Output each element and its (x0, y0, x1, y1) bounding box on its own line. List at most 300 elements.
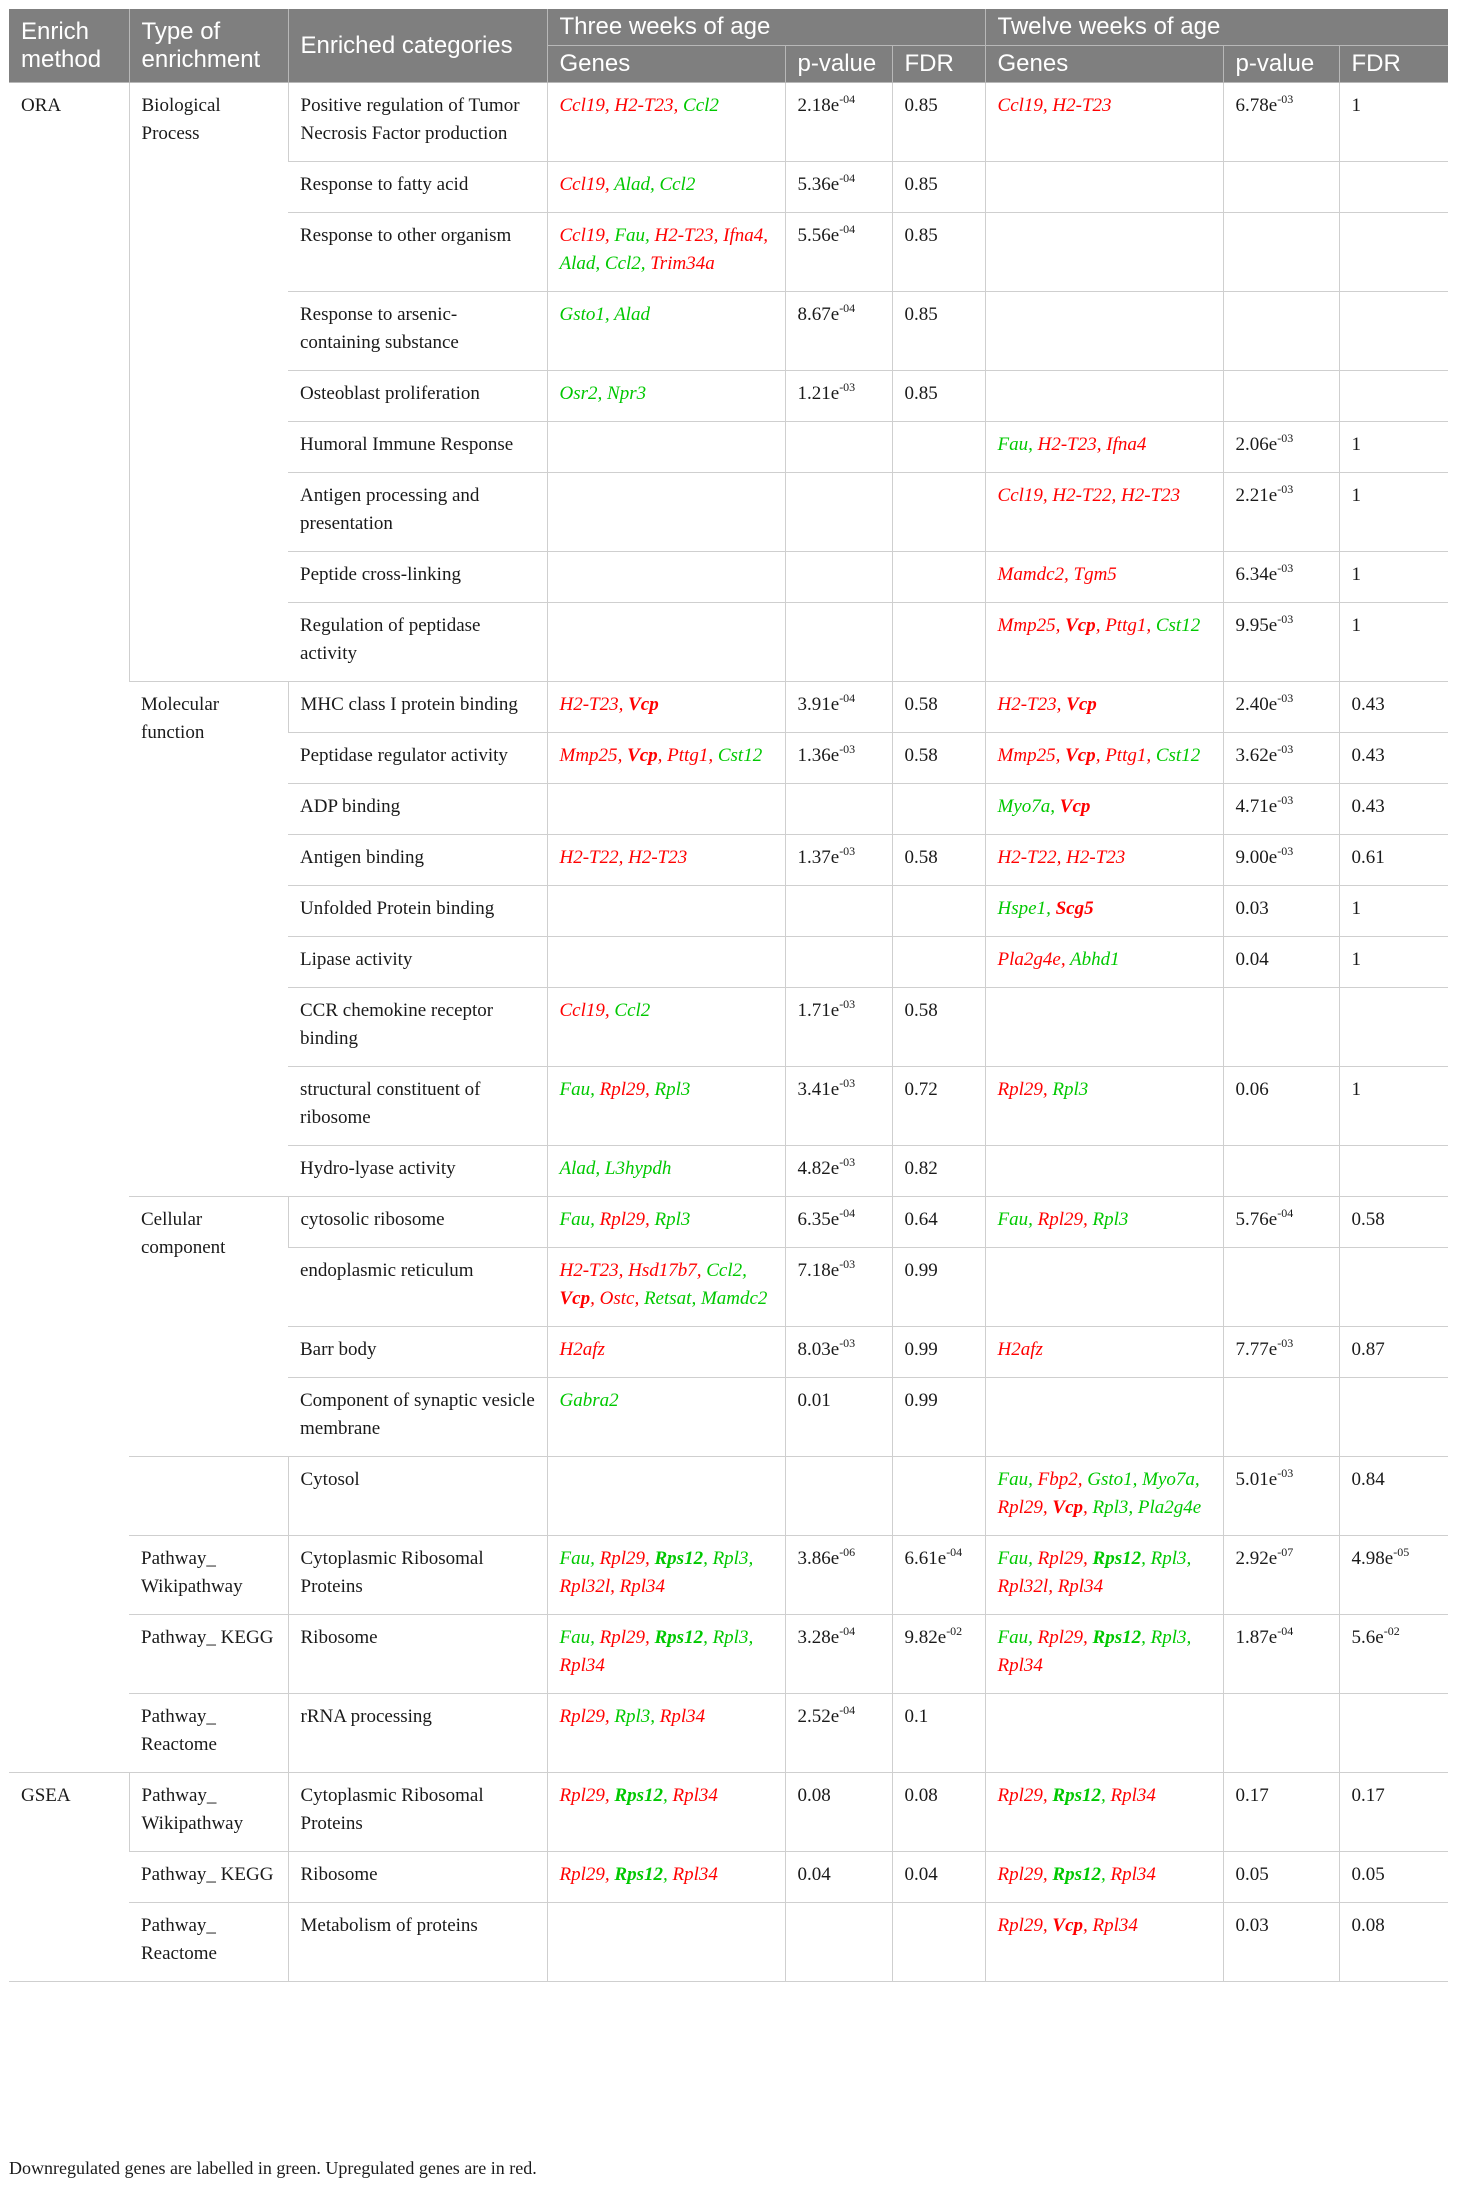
fdr-value: 0.61 (1351, 847, 1385, 868)
fdr-cell-w3 (892, 1903, 985, 1982)
gene-name: Rpl3 (1092, 1497, 1129, 1518)
genes-cell-w3 (547, 603, 785, 682)
fdr-value: 1 (1351, 615, 1362, 636)
genes-cell-w12: Rpl29, Vcp, Rpl34 (985, 1903, 1223, 1982)
fdr-cell-w12 (1339, 603, 1448, 682)
pvalue-mantissa: 5.76e (1235, 1209, 1278, 1230)
pvalue-cell-w3 (785, 1852, 892, 1903)
enriched-category-cell: Cytoplasmic Ribosomal Proteins (288, 1536, 547, 1615)
pvalue-exponent: -03 (839, 742, 856, 756)
fdr-cell-w12 (1339, 552, 1448, 603)
enriched-category-cell: Positive regulation of Tumor Necrosis Factor production (288, 83, 547, 162)
genes-cell-w3 (547, 1327, 785, 1378)
genes-cell-w3: Fau, Rpl29, Rpl3 (547, 1197, 785, 1248)
fdr-value: 0.64 (904, 1209, 938, 1230)
fdr-value: 0.82 (904, 1158, 938, 1179)
pvalue-mantissa: 9.95e (1235, 615, 1278, 636)
pvalue-mantissa: 3.91e (797, 694, 840, 715)
gene-name: Rps12 (654, 1548, 704, 1569)
gene-name: H2afz (997, 1339, 1043, 1360)
gene-name: Ccl19 (997, 95, 1043, 116)
pvalue-cell-w3 (785, 1146, 892, 1197)
pvalue-cell-w12 (1223, 371, 1339, 422)
pvalue-cell-w3 (785, 682, 892, 733)
gene-name: L3hypdh (604, 1158, 672, 1179)
pvalue-cell-w12 (1223, 162, 1339, 213)
table-header (9, 9, 1448, 83)
gene-name: Rpl3 (1052, 1079, 1089, 1100)
pvalue-cell-w12 (1223, 784, 1339, 835)
fdr-cell-w12 (1339, 733, 1448, 784)
gene-name: Ccl19 (559, 1000, 605, 1021)
fdr-cell-w3 (892, 784, 985, 835)
enriched-category-cell: MHC class I protein binding (288, 682, 547, 733)
gene-name: H2-T22 (997, 847, 1057, 868)
genes-cell-w3: Alad, L3hypdh (547, 1146, 785, 1197)
fdr-value: 0.58 (904, 1000, 938, 1021)
fdr-value: 0.99 (904, 1260, 938, 1281)
gene-name: Ostc (599, 1288, 635, 1309)
pvalue-mantissa: 0.03 (1235, 1915, 1269, 1936)
pvalue-cell-w3 (785, 1615, 892, 1694)
fdr-cell-w12 (1339, 886, 1448, 937)
gene-name: Npr3 (607, 383, 647, 404)
fdr-cell-w3 (892, 473, 985, 552)
gene-name: Rpl29 (997, 1915, 1043, 1936)
fdr-value: 1 (1351, 949, 1362, 970)
gene-name: Rpl29 (997, 1079, 1043, 1100)
fdr-value: 0.43 (1351, 796, 1385, 817)
fdr-cell-w3 (892, 213, 985, 292)
pvalue-exponent: -04 (839, 301, 856, 315)
gene-name: Rpl3 (614, 1706, 651, 1727)
fdr-cell-w12 (1339, 371, 1448, 422)
pvalue-mantissa: 2.40e (1235, 694, 1278, 715)
fdr-value: 0.87 (1351, 1339, 1385, 1360)
table-row (9, 1852, 1448, 1903)
fdr-cell-w12 (1339, 213, 1448, 292)
gene-name: Vcp (1065, 615, 1096, 636)
header-enrich-method: Enrich method (9, 9, 129, 83)
enriched-category-cell: ADP binding (288, 784, 547, 835)
fdr-value: 0.04 (904, 1864, 938, 1885)
pvalue-mantissa: 2.21e (1235, 485, 1278, 506)
gene-name: Gsto1 (559, 304, 605, 325)
fdr-cell-w3 (892, 83, 985, 162)
header-genes-3w: Genes (547, 46, 785, 83)
pvalue-exponent: -03 (839, 997, 856, 1011)
pvalue-cell-w3 (785, 784, 892, 835)
genes-cell-w12: Ccl19, H2-T22, H2-T23 (985, 473, 1223, 552)
gene-name: Osr2 (559, 383, 598, 404)
genes-cell-w12: H2-T22, H2-T23 (985, 835, 1223, 886)
genes-cell-w3: Mmp25, Vcp, Pttg1, Cst12 (547, 733, 785, 784)
gene-name: H2-T22 (1052, 485, 1112, 506)
gene-name: Mmp25 (559, 745, 618, 766)
genes-cell-w3 (547, 1457, 785, 1536)
genes-cell-w3: Fau, Rpl29, Rps12, Rpl3, Rpl32l, Rpl34 (547, 1536, 785, 1615)
pvalue-mantissa: 1.87e (1235, 1627, 1278, 1648)
gene-name: Alad (559, 253, 596, 274)
fdr-cell-w3 (892, 1378, 985, 1457)
pvalue-exponent: -03 (1277, 561, 1294, 575)
pvalue-exponent: -03 (1277, 742, 1294, 756)
header-twelve-weeks: Twelve weeks of age (985, 9, 1448, 46)
enriched-category-cell: Ribosome (288, 1852, 547, 1903)
header-enriched-categories: Enriched categories (288, 9, 547, 83)
genes-cell-w12: Myo7a, Vcp (985, 784, 1223, 835)
fdr-value: 9.82e (904, 1627, 947, 1648)
gene-name: Vcp (559, 1288, 591, 1309)
fdr-cell-w12 (1339, 1773, 1448, 1852)
enriched-category-cell: Response to other organism (288, 213, 547, 292)
enrichment-type-cell: Pathway_ Reactome (129, 1694, 288, 1773)
gene-name: Ccl2 (604, 253, 641, 274)
enrichment-type-cell: Cellular component (129, 1197, 288, 1457)
gene-name: Pttg1 (667, 745, 709, 766)
fdr-cell-w3 (892, 886, 985, 937)
fdr-value: 5.6e (1351, 1627, 1384, 1648)
fdr-cell-w3 (892, 1146, 985, 1197)
fdr-value: 1 (1351, 564, 1362, 585)
enriched-category-cell: Antigen binding (288, 835, 547, 886)
pvalue-exponent: -04 (839, 171, 856, 185)
enrichment-type-cell: Pathway_ Reactome (129, 1903, 288, 1982)
fdr-cell-w3 (892, 1773, 985, 1852)
pvalue-mantissa: 3.28e (797, 1627, 840, 1648)
gene-name: Tgm5 (1073, 564, 1117, 585)
gene-name: Ccl2 (683, 95, 719, 116)
gene-name: Rpl3 (654, 1209, 691, 1230)
fdr-cell-w3 (892, 371, 985, 422)
gene-name: Fau (997, 1469, 1029, 1490)
enriched-category-cell: CCR chemokine receptor binding (288, 988, 547, 1067)
gene-name: H2-T23 (614, 95, 674, 116)
pvalue-cell-w3 (785, 422, 892, 473)
genes-cell-w12: Fau, H2-T23, Ifna4 (985, 422, 1223, 473)
gene-name: Rpl34 (1057, 1576, 1104, 1597)
gene-name: H2-T23 (654, 225, 714, 246)
genes-cell-w12 (985, 371, 1223, 422)
pvalue-cell-w3 (785, 1378, 892, 1457)
pvalue-cell-w3 (785, 988, 892, 1067)
gene-name: Rpl34 (659, 1706, 706, 1727)
genes-cell-w12 (985, 1248, 1223, 1327)
genes-cell-w3: Rpl29, Rps12, Rpl34 (547, 1773, 785, 1852)
enriched-category-cell: Peptide cross-linking (288, 552, 547, 603)
gene-name: Rpl29 (559, 1864, 605, 1885)
gene-name: H2-T23 (628, 847, 688, 868)
pvalue-mantissa: 4.82e (797, 1158, 840, 1179)
fdr-value: 0.08 (1351, 1915, 1385, 1936)
gene-name: Rpl34 (672, 1785, 718, 1806)
header-fdr-3w: FDR (892, 46, 985, 83)
gene-name: Alad (559, 1158, 596, 1179)
pvalue-mantissa: 1.71e (797, 1000, 840, 1021)
genes-cell-w12: Rpl29, Rpl3 (985, 1067, 1223, 1146)
gene-name: Rpl29 (599, 1548, 645, 1569)
gene-name: H2-T23 (997, 694, 1057, 715)
fdr-cell-w3 (892, 1615, 985, 1694)
pvalue-mantissa: 5.01e (1235, 1469, 1278, 1490)
pvalue-mantissa: 5.36e (797, 174, 840, 195)
pvalue-cell-w3 (785, 552, 892, 603)
gene-name: Myo7a (997, 796, 1051, 817)
pvalue-cell-w12 (1223, 682, 1339, 733)
fdr-cell-w12 (1339, 835, 1448, 886)
pvalue-mantissa: 2.06e (1235, 434, 1278, 455)
gene-name: Rpl29 (599, 1079, 645, 1100)
fdr-value: 0.85 (904, 95, 938, 116)
pvalue-mantissa: 1.36e (797, 745, 840, 766)
table-row (9, 1457, 1448, 1536)
pvalue-cell-w3 (785, 603, 892, 682)
fdr-cell-w3 (892, 1327, 985, 1378)
gene-name: Fau (997, 1627, 1029, 1648)
gene-name: Retsat (643, 1288, 692, 1309)
enriched-category-cell: structural constituent of ribosome (288, 1067, 547, 1146)
pvalue-mantissa: 0.06 (1235, 1079, 1269, 1100)
pvalue-cell-w12 (1223, 1146, 1339, 1197)
pvalue-mantissa: 2.52e (797, 1706, 840, 1727)
fdr-cell-w3 (892, 552, 985, 603)
fdr-cell-w12 (1339, 1852, 1448, 1903)
genes-cell-w12: H2-T23, Vcp (985, 682, 1223, 733)
pvalue-cell-w12 (1223, 1615, 1339, 1694)
pvalue-cell-w3 (785, 937, 892, 988)
fdr-value: 6.61e (904, 1548, 947, 1569)
fdr-cell-w12 (1339, 1615, 1448, 1694)
fdr-value: 0.58 (904, 847, 938, 868)
gene-name: Rpl3 (1092, 1209, 1129, 1230)
gene-name: Fau (614, 225, 645, 246)
pvalue-cell-w3 (785, 213, 892, 292)
pvalue-cell-w3 (785, 1694, 892, 1773)
table-row (9, 1536, 1448, 1615)
gene-name: Mamdc2 (997, 564, 1064, 585)
pvalue-mantissa: 0.17 (1235, 1785, 1269, 1806)
gene-name: Fau (559, 1209, 591, 1230)
header-three-weeks: Three weeks of age (547, 9, 985, 46)
pvalue-exponent: -03 (1277, 92, 1294, 106)
enriched-category-cell: Response to arsenic-containing substance (288, 292, 547, 371)
fdr-cell-w3 (892, 733, 985, 784)
genes-cell-w12 (985, 213, 1223, 292)
pvalue-mantissa: 3.41e (797, 1079, 840, 1100)
gene-name: Rpl3 (712, 1627, 749, 1648)
pvalue-mantissa: 2.18e (797, 95, 840, 116)
gene-name: Ifna4 (1106, 434, 1147, 455)
pvalue-exponent: -06 (839, 1545, 856, 1559)
pvalue-exponent: -03 (839, 844, 856, 858)
pvalue-exponent: -03 (1277, 844, 1294, 858)
pvalue-cell-w12 (1223, 1248, 1339, 1327)
table-row (9, 1615, 1448, 1694)
genes-cell-w12: Mamdc2, Tgm5 (985, 552, 1223, 603)
pvalue-cell-w12 (1223, 422, 1339, 473)
fdr-cell-w12 (1339, 1197, 1448, 1248)
pvalue-cell-w3 (785, 886, 892, 937)
pvalue-mantissa: 4.71e (1235, 796, 1278, 817)
gene-name: Rpl3 (1150, 1627, 1187, 1648)
fdr-cell-w12 (1339, 1378, 1448, 1457)
gene-name: H2-T23 (559, 694, 619, 715)
gene-name: Rpl34 (559, 1655, 605, 1676)
fdr-value: 1 (1351, 1079, 1362, 1100)
fdr-value: 1 (1351, 898, 1362, 919)
genes-cell-w12 (985, 292, 1223, 371)
gene-name: Myo7a (1142, 1469, 1195, 1490)
fdr-cell-w12 (1339, 1146, 1448, 1197)
gene-name: Fau (559, 1079, 591, 1100)
enriched-category-cell: Cytoplasmic Ribosomal Proteins (288, 1773, 547, 1852)
enriched-category-cell: Osteoblast proliferation (288, 371, 547, 422)
genes-cell-w3 (547, 1903, 785, 1982)
genes-cell-w12: Rpl29, Rps12, Rpl34 (985, 1773, 1223, 1852)
pvalue-mantissa: 0.08 (797, 1785, 831, 1806)
fdr-cell-w12 (1339, 292, 1448, 371)
gene-name: Rps12 (1052, 1864, 1101, 1885)
gene-name: Pla2g4e (1137, 1497, 1202, 1518)
gene-name: Vcp (1052, 1497, 1084, 1518)
genes-cell-w12: Rpl29, Rps12, Rpl34 (985, 1852, 1223, 1903)
pvalue-mantissa: 1.37e (797, 847, 840, 868)
enrichment-type-cell: Pathway_ KEGG (129, 1615, 288, 1694)
pvalue-cell-w12 (1223, 552, 1339, 603)
genes-cell-w12: Fau, Rpl29, Rps12, Rpl3, Rpl32l, Rpl34 (985, 1536, 1223, 1615)
header-pvalue-3w: p-value (785, 46, 892, 83)
pvalue-exponent: -03 (839, 380, 856, 394)
genes-cell-w3 (547, 473, 785, 552)
pvalue-cell-w12 (1223, 1067, 1339, 1146)
pvalue-cell-w12 (1223, 1197, 1339, 1248)
genes-cell-w12: Fau, Fbp2, Gsto1, Myo7a, Rpl29, Vcp, Rpl3, Pla2g4e (985, 1457, 1223, 1536)
table-row (9, 1694, 1448, 1773)
gene-name: Vcp (1059, 796, 1091, 817)
enriched-category-cell: Cytosol (288, 1457, 547, 1536)
gene-name: Ifna4 (723, 225, 764, 246)
fdr-cell-w3 (892, 1067, 985, 1146)
pvalue-mantissa: 1.21e (797, 383, 840, 404)
genes-cell-w3 (547, 552, 785, 603)
genes-cell-w12 (985, 988, 1223, 1067)
pvalue-mantissa: 8.67e (797, 304, 840, 325)
enrichment-type-cell: Pathway_ Wikipathway (129, 1536, 288, 1615)
gene-name: Vcp (1066, 694, 1097, 715)
gene-name: Gabra2 (559, 1390, 619, 1411)
gene-name: Rpl32l (997, 1576, 1049, 1597)
gene-name: Rpl34 (1092, 1915, 1138, 1936)
enriched-category-cell: Barr body (288, 1327, 547, 1378)
pvalue-cell-w12 (1223, 835, 1339, 886)
fdr-cell-w3 (892, 1248, 985, 1327)
gene-name: Rpl29 (599, 1627, 645, 1648)
table-row (9, 682, 1448, 733)
fdr-cell-w12 (1339, 1067, 1448, 1146)
gene-name: Rpl34 (619, 1576, 666, 1597)
gene-name: Vcp (628, 694, 659, 715)
pvalue-cell-w3 (785, 1903, 892, 1982)
gene-name: Rps12 (1092, 1627, 1142, 1648)
enriched-category-cell: Component of synaptic vesicle membrane (288, 1378, 547, 1457)
gene-name: Pttg1 (1105, 745, 1147, 766)
fdr-value: 0.43 (1351, 745, 1385, 766)
fdr-value: 0.58 (904, 694, 938, 715)
enrichment-type-cell: Pathway_ KEGG (129, 1852, 288, 1903)
pvalue-cell-w12 (1223, 1378, 1339, 1457)
gene-name: Fau (559, 1627, 591, 1648)
pvalue-cell-w3 (785, 292, 892, 371)
fdr-exponent: -02 (946, 1624, 963, 1638)
genes-cell-w3: H2-T22, H2-T23 (547, 835, 785, 886)
gene-name: Rpl29 (1037, 1209, 1084, 1230)
gene-name: Rpl29 (559, 1785, 605, 1806)
genes-cell-w3: Ccl19, Alad, Ccl2 (547, 162, 785, 213)
fdr-value: 0.58 (1351, 1209, 1385, 1230)
fdr-cell-w12 (1339, 83, 1448, 162)
gene-name: Gsto1 (1087, 1469, 1133, 1490)
table-footnote: Downregulated genes are labelled in green. Upregulated genes are in red. (9, 2158, 537, 2178)
gene-name: Mmp25 (997, 615, 1056, 636)
gene-name: Ccl19 (997, 485, 1043, 506)
fdr-cell-w12 (1339, 937, 1448, 988)
gene-name: H2-T23 (559, 1260, 619, 1281)
pvalue-cell-w3 (785, 835, 892, 886)
fdr-cell-w3 (892, 988, 985, 1067)
genes-cell-w3: Ccl19, Ccl2 (547, 988, 785, 1067)
pvalue-cell-w3 (785, 162, 892, 213)
genes-cell-w3: Osr2, Npr3 (547, 371, 785, 422)
pvalue-exponent: -03 (1277, 482, 1294, 496)
genes-cell-w3: Fau, Rpl29, Rps12, Rpl3, Rpl34 (547, 1615, 785, 1694)
gene-name: Ccl19 (559, 174, 605, 195)
header-type-of-enrichment: Type of enrichment (129, 9, 288, 83)
pvalue-exponent: -04 (839, 92, 856, 106)
genes-cell-w3: H2-T23, Vcp (547, 682, 785, 733)
gene-name: Rps12 (614, 1785, 663, 1806)
pvalue-cell-w3 (785, 733, 892, 784)
pvalue-cell-w12 (1223, 1852, 1339, 1903)
gene-name: Rpl3 (712, 1548, 749, 1569)
gene-name: Trim34a (650, 253, 715, 274)
gene-name: Rpl29 (559, 1706, 605, 1727)
fdr-cell-w3 (892, 1197, 985, 1248)
fdr-cell-w3 (892, 603, 985, 682)
pvalue-mantissa: 0.01 (797, 1390, 831, 1411)
gene-name: Rpl3 (1150, 1548, 1187, 1569)
pvalue-cell-w12 (1223, 213, 1339, 292)
pvalue-mantissa: 7.77e (1235, 1339, 1278, 1360)
enrichment-table (9, 9, 1448, 1982)
enrich-method-cell: GSEA (9, 1773, 129, 1982)
genes-cell-w12 (985, 1378, 1223, 1457)
pvalue-cell-w3 (785, 1067, 892, 1146)
genes-cell-w12: Pla2g4e, Abhd1 (985, 937, 1223, 988)
gene-name: Rpl29 (1037, 1627, 1084, 1648)
pvalue-cell-w12 (1223, 473, 1339, 552)
genes-cell-w3: Rpl29, Rps12, Rpl34 (547, 1852, 785, 1903)
gene-name: Cst12 (1155, 615, 1201, 636)
gene-name: Ccl2 (659, 174, 696, 195)
fdr-value: 0.1 (904, 1706, 929, 1727)
pvalue-exponent: -03 (1277, 793, 1294, 807)
pvalue-mantissa: 6.35e (797, 1209, 840, 1230)
genes-cell-w3 (547, 422, 785, 473)
gene-name: Mamdc2 (700, 1288, 768, 1309)
pvalue-mantissa: 6.78e (1235, 95, 1278, 116)
gene-name: Hspe1 (997, 898, 1047, 919)
pvalue-cell-w3 (785, 1536, 892, 1615)
